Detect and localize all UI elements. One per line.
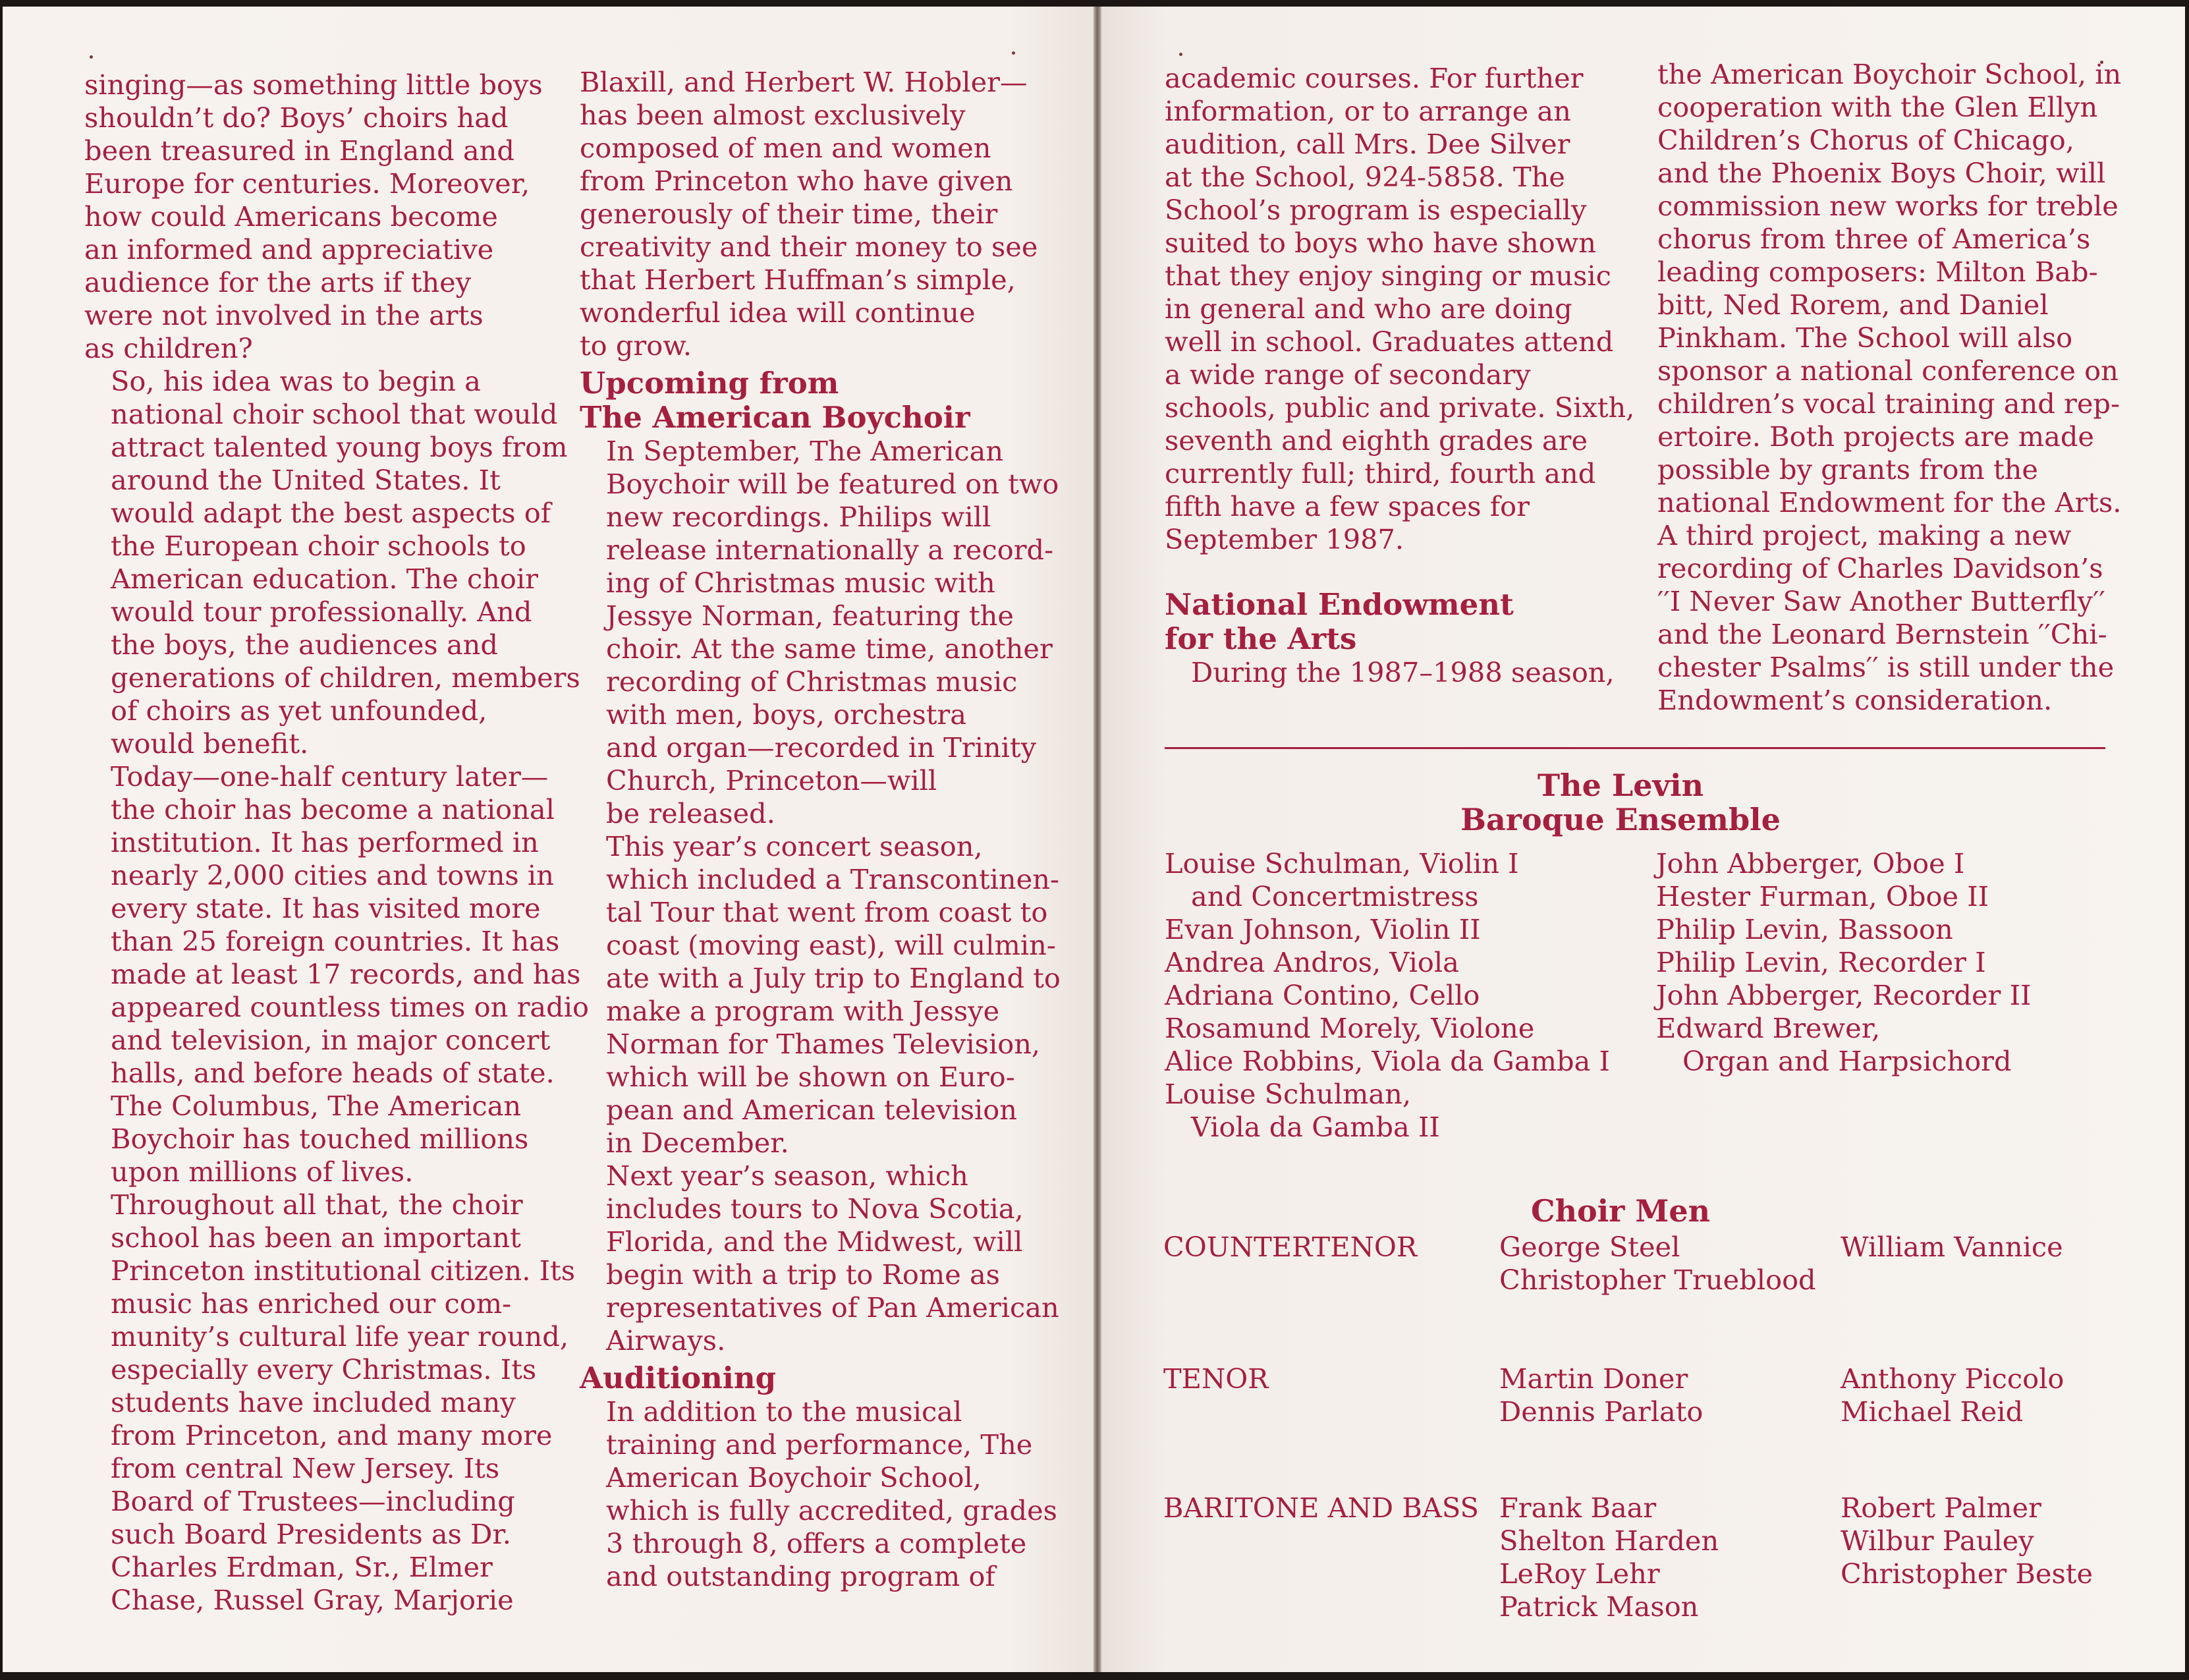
- text-line: Pinkham. The School will also: [1657, 322, 2073, 354]
- singer-names: [1841, 1231, 2063, 1264]
- text-line: The Levin: [1537, 768, 1704, 803]
- text-line: the American Boychoir School, in: [1657, 58, 2122, 90]
- text-line: recording of Christmas music: [606, 665, 1018, 698]
- singer-names: [1841, 1492, 2093, 1590]
- text-line: every state. It has visited more: [111, 892, 541, 924]
- text-line: Norman for Thames Television,: [606, 1028, 1041, 1060]
- text-line: as children?: [84, 332, 253, 364]
- voice-part-label: TENOR: [1163, 1362, 1269, 1395]
- text-line: national choir school that would: [111, 398, 558, 430]
- section-heading-auditioning: [580, 1361, 1028, 1395]
- text-line: currently full; third, fourth and: [1165, 457, 1596, 490]
- text-line: students have included many: [111, 1386, 516, 1418]
- text-line: ate with a July trip to England to: [606, 962, 1061, 994]
- text-line: During the 1987–1988 season,: [1191, 656, 1615, 688]
- right-column-2: [1657, 58, 2122, 717]
- text-line: composed of men and women: [580, 132, 991, 164]
- text-line: possible by grants from the: [1657, 453, 2038, 486]
- singer-name: Frank Baar: [1499, 1492, 1657, 1524]
- text-line: such Board Presidents as Dr.: [111, 1518, 511, 1550]
- left-column-1: [84, 69, 589, 1617]
- text-line: Throughout all that, the choir: [111, 1189, 523, 1221]
- text-line: of choirs as yet unfounded,: [111, 694, 487, 727]
- text-line: Church, Princeton—will: [606, 764, 937, 797]
- left-column-2: [580, 66, 1061, 1593]
- text-line: School’s program is especially: [1165, 194, 1587, 226]
- text-line: American education. The choir: [111, 563, 539, 595]
- text-line: institution. It has performed in: [111, 826, 539, 858]
- text-line: information, or to arrange an: [1165, 95, 1571, 127]
- text-line: National Endowment: [1165, 587, 1514, 622]
- singer-name: Christopher Beste: [1841, 1557, 2093, 1590]
- text-line: the boys, the audiences and: [111, 629, 498, 661]
- text-line: So, his idea was to begin a: [111, 365, 481, 397]
- text-line: A third project, making a new: [1657, 519, 2072, 551]
- text-line: cooperation with the Glen Ellyn: [1657, 91, 2098, 123]
- text-line: would adapt the best aspects of: [111, 497, 551, 529]
- text-line: from central New Jersey. Its: [111, 1452, 500, 1484]
- text-line: Charles Erdman, Sr., Elmer: [111, 1551, 493, 1583]
- text-line: creativity and their money to see: [580, 231, 1038, 263]
- text-line: September 1987.: [1165, 523, 1404, 555]
- text-line: has been almost exclusively: [580, 99, 966, 131]
- text-line: coast (moving east), will culmin-: [606, 929, 1056, 961]
- ensemble-member: Louise Schulman,: [1165, 1078, 1412, 1110]
- text-line: ertoire. Both projects are made: [1657, 420, 2094, 453]
- text-line: shouldn’t do? Boys’ choirs had: [84, 101, 509, 134]
- singer-name: LeRoy Lehr: [1499, 1557, 1660, 1590]
- text-line: sponsor a national conference on: [1657, 354, 2119, 387]
- singer-name: Christopher Trueblood: [1499, 1264, 1816, 1296]
- ensemble-member: John Abberger, Recorder II: [1656, 979, 2032, 1011]
- text-line: attract talented young boys from: [111, 431, 568, 463]
- text-line: tal Tour that went from coast to: [606, 896, 1048, 928]
- text-line: academic courses. For further: [1165, 62, 1584, 94]
- paragraph: [1165, 656, 1626, 689]
- text-line: munity’s cultural life year round,: [111, 1320, 569, 1353]
- text-line: which will be shown on Euro-: [606, 1061, 1015, 1093]
- text-line: leading composers: Milton Bab-: [1657, 256, 2098, 288]
- text-line: audience for the arts if they: [84, 266, 472, 298]
- text-line: generations of children, members: [111, 661, 580, 694]
- text-line: Endowment’s consideration.: [1657, 684, 2053, 716]
- ensemble-title: [1410, 768, 1831, 837]
- voice-part-label: BARITONE AND BASS: [1163, 1492, 1479, 1524]
- singer-name: Martin Doner: [1499, 1362, 1688, 1395]
- paragraph: [580, 435, 1059, 830]
- text-line: The Columbus, The American: [111, 1090, 522, 1122]
- text-line: commission new works for treble: [1657, 190, 2119, 222]
- text-line: Board of Trustees—including: [111, 1485, 515, 1517]
- singer-name: Michael Reid: [1841, 1395, 2024, 1428]
- section-heading-upcoming: [580, 366, 1028, 435]
- singer-names: [1499, 1492, 1719, 1623]
- ensemble-member: Edward Brewer,: [1656, 1012, 1881, 1044]
- text-line: choir. At the same time, another: [606, 632, 1053, 665]
- singer-names: [1841, 1362, 2064, 1428]
- text-line: training and performance, The: [606, 1428, 1033, 1461]
- text-line: includes tours to Nova Scotia,: [606, 1192, 1024, 1225]
- singer-name: George Steel: [1499, 1231, 1680, 1263]
- ensemble-member: Louise Schulman, Violin I: [1165, 847, 1519, 880]
- text-line: Europe for centuries. Moreover,: [84, 167, 530, 200]
- section-heading-nea: [1165, 588, 1626, 656]
- singer-names: [1499, 1231, 1816, 1297]
- singer-names: [1499, 1362, 1703, 1428]
- text-line: and the Phoenix Boys Choir, will: [1657, 157, 2106, 189]
- voice-part-label: COUNTERTENOR: [1163, 1231, 1418, 1263]
- ensemble-member: Philip Levin, Recorder I: [1656, 946, 1986, 978]
- text-line: well in school. Graduates attend: [1165, 325, 1614, 358]
- text-line: fifth have a few spaces for: [1165, 490, 1530, 522]
- text-line: In addition to the musical: [606, 1395, 962, 1428]
- text-line: chester Psalms′′ is still under the: [1657, 651, 2115, 683]
- text-line: would tour professionally. And: [111, 596, 532, 628]
- paragraph: [1165, 62, 1635, 556]
- text-line: new recordings. Philips will: [606, 501, 991, 533]
- text-line: generously of their time, their: [580, 198, 998, 230]
- text-line: which is fully accredited, grades: [606, 1494, 1057, 1526]
- ensemble-member: Philip Levin, Bassoon: [1656, 913, 1953, 945]
- text-line: The American Boychoir: [580, 400, 970, 435]
- paragraph: [84, 760, 589, 1189]
- text-line: make a program with Jessye: [606, 995, 1000, 1027]
- text-line: in December.: [606, 1127, 789, 1159]
- ensemble-roster-left: [1165, 847, 1610, 1144]
- singer-name: Shelton Harden: [1499, 1525, 1719, 1557]
- text-line: school has been an important: [111, 1221, 521, 1254]
- text-line: Jessye Norman, featuring the: [606, 600, 1014, 632]
- ensemble-member: Rosamund Morely, Violone: [1165, 1012, 1535, 1044]
- text-line: appeared countless times on radio: [111, 991, 589, 1023]
- text-line: which included a Transcontinen-: [606, 863, 1059, 895]
- paragraph: [1657, 58, 2122, 717]
- text-line: Next year’s season, which: [606, 1160, 968, 1192]
- paragraph: [84, 1189, 576, 1617]
- text-line: representatives of Pan American: [606, 1291, 1059, 1324]
- text-line: especially every Christmas. Its: [111, 1353, 537, 1386]
- print-speck: [1179, 53, 1182, 56]
- choir-men-title: Choir Men: [1530, 1193, 1711, 1229]
- text-line: upon millions of lives.: [111, 1156, 414, 1188]
- ensemble-roster-right: [1656, 847, 2031, 1078]
- text-line: would benefit.: [111, 727, 309, 760]
- text-line: Children’s Chorus of Chicago,: [1657, 124, 2074, 156]
- text-line: to grow.: [580, 329, 692, 362]
- text-line: ′′I Never Saw Another Butterfly′′: [1657, 585, 2105, 617]
- text-line: national Endowment for the Arts.: [1657, 486, 2122, 518]
- singer-name: Dennis Parlato: [1499, 1395, 1704, 1428]
- text-line: Chase, Russel Gray, Marjorie: [111, 1584, 514, 1616]
- text-line: in general and who are doing: [1165, 293, 1572, 325]
- singer-name: Patrick Mason: [1499, 1590, 1699, 1623]
- text-line: schools, public and private. Sixth,: [1165, 391, 1635, 424]
- text-line: chorus from three of America’s: [1657, 223, 2091, 255]
- text-line: children’s vocal training and rep-: [1657, 387, 2120, 420]
- text-line: Airways.: [606, 1324, 726, 1357]
- text-line: begin with a trip to Rome as: [606, 1258, 1000, 1291]
- text-line: suited to boys who have shown: [1165, 227, 1596, 259]
- text-line: from Princeton who have given: [580, 165, 1013, 197]
- text-line: American Boychoir School,: [606, 1461, 982, 1494]
- text-line: Boychoir has touched millions: [111, 1123, 529, 1155]
- ensemble-member: John Abberger, Oboe I: [1656, 847, 1965, 880]
- singer-name: Robert Palmer: [1841, 1492, 2041, 1524]
- text-line: from Princeton, and many more: [111, 1419, 553, 1451]
- text-line: pean and American television: [606, 1094, 1017, 1126]
- ensemble-member: Organ and Harpsichord: [1682, 1045, 2012, 1077]
- page-gutter: [1094, 7, 1101, 1672]
- text-line: Upcoming from: [580, 366, 839, 401]
- print-speck: [90, 55, 93, 59]
- text-line: a wide range of secondary: [1165, 358, 1531, 391]
- text-line: Boychoir will be featured on two: [606, 468, 1059, 500]
- paragraph: [580, 1395, 1057, 1593]
- text-line: Baroque Ensemble: [1460, 802, 1781, 837]
- ensemble-member: Evan Johnson, Violin II: [1165, 913, 1481, 945]
- ensemble-member: and Concertmistress: [1191, 880, 1479, 912]
- ensemble-member: Hester Furman, Oboe II: [1656, 880, 1989, 912]
- text-line: around the United States. It: [111, 464, 501, 496]
- text-line: Today—one-half century later—: [111, 760, 549, 793]
- text-line: how could Americans become: [84, 200, 498, 233]
- text-line: Princeton institutional citizen. Its: [111, 1254, 576, 1287]
- text-line: that they enjoy singing or music: [1165, 260, 1611, 292]
- text-line: singing—as something little boys: [84, 69, 543, 101]
- text-line: be released.: [606, 797, 775, 829]
- text-line: music has enriched our com-: [111, 1287, 512, 1320]
- text-line: and the Leonard Bernstein ′′Chi-: [1657, 618, 2107, 650]
- text-line: This year’s concert season,: [606, 830, 983, 862]
- paragraph: [580, 830, 1061, 1160]
- text-line: than 25 foreign countries. It has: [111, 925, 560, 957]
- text-line: ing of Christmas music with: [606, 567, 995, 599]
- ensemble-member: Andrea Andros, Viola: [1165, 946, 1459, 978]
- text-line: that Herbert Huffman’s simple,: [580, 264, 1016, 296]
- text-line: at the School, 924-5858. The: [1165, 161, 1565, 193]
- text-line: bitt, Ned Rorem, and Daniel: [1657, 289, 2049, 321]
- text-line: the European choir schools to: [111, 530, 526, 562]
- ensemble-member: Viola da Gamba II: [1191, 1111, 1440, 1143]
- ensemble-member: Alice Robbins, Viola da Gamba I: [1165, 1045, 1610, 1077]
- paragraph: [580, 66, 1038, 362]
- text-line: Florida, and the Midwest, will: [606, 1225, 1023, 1258]
- text-line: recording of Charles Davidson’s: [1657, 552, 2103, 584]
- text-line: an informed and appreciative: [84, 233, 494, 266]
- text-line: nearly 2,000 cities and towns in: [111, 859, 554, 891]
- paragraph: [84, 69, 545, 365]
- text-line: and outstanding program of: [606, 1560, 995, 1592]
- text-line: the choir has become a national: [111, 793, 555, 826]
- text-line: audition, call Mrs. Dee Silver: [1165, 128, 1570, 160]
- singer-name: Wilbur Pauley: [1841, 1525, 2034, 1557]
- text-line: seventh and eighth grades are: [1165, 424, 1588, 457]
- text-line: Auditioning: [580, 1360, 777, 1395]
- text-line: with men, boys, orchestra: [606, 698, 966, 731]
- text-line: been treasured in England and: [84, 134, 514, 167]
- text-line: wonderful idea will continue: [580, 296, 976, 329]
- text-line: 3 through 8, offers a complete: [606, 1527, 1027, 1559]
- text-line: release internationally a record-: [606, 534, 1054, 566]
- text-line: and television, in major concert: [111, 1024, 551, 1056]
- text-line: were not involved in the arts: [84, 299, 484, 331]
- ensemble-member: Adriana Contino, Cello: [1165, 979, 1480, 1011]
- singer-name: William Vannice: [1841, 1231, 2063, 1263]
- text-line: halls, and before heads of state.: [111, 1057, 555, 1089]
- paragraph: [580, 1160, 1059, 1357]
- section-divider: [1165, 747, 2105, 749]
- print-speck: [1012, 51, 1015, 55]
- paragraph: [84, 365, 580, 760]
- singer-name: Anthony Piccolo: [1841, 1362, 2064, 1395]
- text-line: and organ—recorded in Trinity: [606, 731, 1037, 764]
- text-line: Blaxill, and Herbert W. Hobler—: [580, 66, 1028, 98]
- text-line: for the Arts: [1165, 621, 1357, 656]
- text-line: In September, The American: [606, 435, 1004, 467]
- text-line: made at least 17 records, and has: [111, 958, 581, 990]
- right-column-1: [1165, 62, 1635, 689]
